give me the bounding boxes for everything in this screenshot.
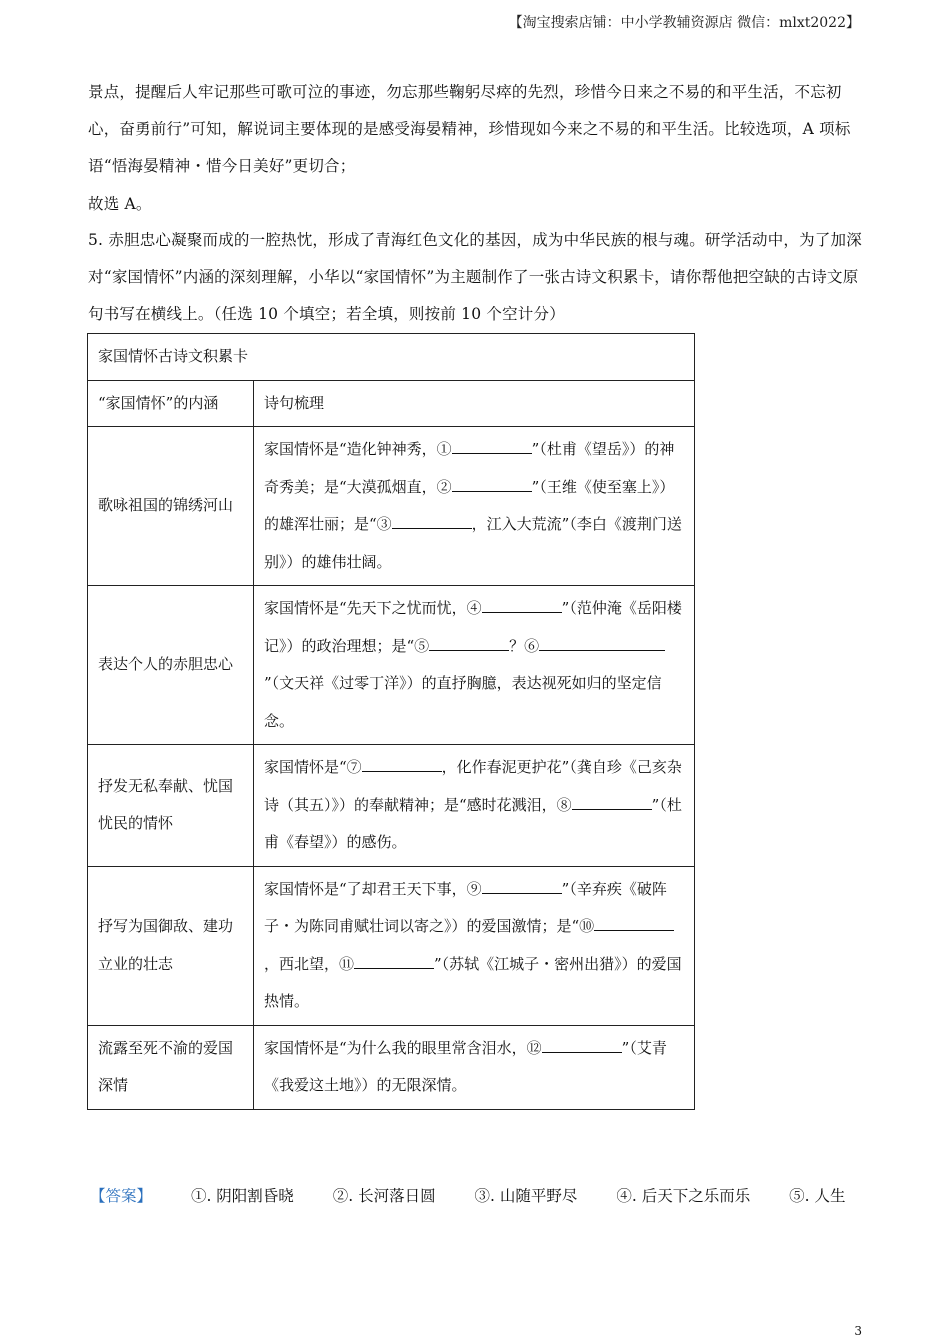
blank-line-1[interactable] xyxy=(452,435,532,454)
answer-item: ④. 后天下之乐而乐 xyxy=(616,1187,751,1205)
page-number: 3 xyxy=(854,1324,862,1338)
text-segment: ，西北望，⑪ xyxy=(264,954,355,973)
answer-item: ②. 长河落日圆 xyxy=(332,1187,436,1205)
blank-line-12[interactable] xyxy=(542,1034,622,1053)
table-row xyxy=(88,586,695,745)
blank-line-2[interactable] xyxy=(452,473,532,492)
row-label: 表达个人的赤胆忠心 xyxy=(88,586,254,745)
table-row xyxy=(88,1025,695,1109)
row-label: 流露至死不渝的爱国深情 xyxy=(88,1025,254,1109)
text-segment: 家国情怀是“先天下之忧而忧，④ xyxy=(264,599,482,617)
col-header-connotation: “家国情怀”的内涵 xyxy=(88,380,254,427)
text-segment: 家国情怀是“了却君王天下事，⑨ xyxy=(264,879,482,898)
text-segment: ”（艾青《我爱这土地》）的无限深情。 xyxy=(264,1038,667,1094)
blank-line-4[interactable] xyxy=(482,594,562,613)
blank-line-5[interactable] xyxy=(429,632,509,651)
card-title-row xyxy=(88,334,695,381)
blank-line-8[interactable] xyxy=(572,791,652,810)
text-segment: ？⑥ xyxy=(509,636,540,655)
table-row xyxy=(88,866,695,1025)
text-segment: ”（苏轼《江城子・密州出猎》）的爱国热情。 xyxy=(264,954,682,1010)
row-label: 歌咏祖国的锦绣河山 xyxy=(88,427,254,586)
paragraph-explanation: 景点，提醒后人牢记那些可歌可泣的事迹，勿忘那些鞠躬尽瘁的先烈，珍惜今日来之不易的和平生活，不忘初心，奋勇前行”可知，解说词主要体现的是感受海晏精神，珍惜现如今来之不易的和平生活。比较选项，A 项标语“悟海晏精神・惜今日美好”更切合； xyxy=(88,83,851,175)
row-content xyxy=(254,1025,695,1109)
poetry-accumulation-card xyxy=(87,333,695,1110)
answer-item: ③. 山随平野尽 xyxy=(474,1187,578,1205)
card-header-row xyxy=(88,380,695,427)
page-header: 【淘宝搜索店铺：中小学教辅资源店 微信：mlxt2022】 xyxy=(508,15,860,31)
text-segment: ”（王维《使至塞上》）的雄浑壮丽；是“③ xyxy=(264,477,675,533)
text-segment: ”（范仲淹《岳阳楼记》）的政治理想；是“⑤ xyxy=(264,599,682,655)
blank-line-9[interactable] xyxy=(482,875,562,894)
blank-line-7[interactable] xyxy=(362,753,442,772)
table-row xyxy=(88,745,695,867)
answer-tag: 【答案】 xyxy=(90,1187,153,1205)
col-header-poems: 诗句梳理 xyxy=(254,380,695,427)
answer-section xyxy=(90,1184,890,1206)
text-segment: 家国情怀是“为什么我的眼里常含泪水，⑫ xyxy=(264,1038,542,1057)
question-5-prompt: 5. 赤胆忠心凝聚而成的一腔热忱，形成了青海红色文化的基因，成为中华民族的根与魂。研学活动中，为了加深对“家国情怀”内涵的深刻理解，小华以“家国情怀”为主题制作了一张古诗文积累卡，请你帮他把空缺的古诗文原句书写在横线上。（任选 10 个填空；若全填，则按前 10 个空计分） xyxy=(88,231,862,323)
answer-item: ①. 阴阳割昏晓 xyxy=(190,1187,294,1205)
blank-line-11[interactable] xyxy=(354,950,434,969)
text-segment: 家国情怀是“⑦ xyxy=(264,758,362,776)
paragraph-choice: 故选 A。 xyxy=(88,195,152,213)
table-row xyxy=(88,427,695,586)
text-segment: ”（辛弃疾《破阵子・为陈同甫赋壮词以寄之》）的爱国激情；是“⑩ xyxy=(264,879,667,935)
card-title: 家国情怀古诗文积累卡 xyxy=(88,334,695,381)
answer-item: ⑤. 人生 xyxy=(789,1187,846,1205)
row-label: 抒发无私奉献、忧国忧民的情怀 xyxy=(88,745,254,867)
blank-line-10[interactable] xyxy=(594,912,674,931)
text-segment: 家国情怀是“造化钟神秀，① xyxy=(264,440,452,458)
text-segment: ”（杜甫《望岳》）的神奇秀美；是“大漠孤烟直，② xyxy=(264,440,675,496)
row-content xyxy=(254,866,695,1025)
row-content xyxy=(254,745,695,867)
text-segment: ，化作春泥更护花”（龚自珍《己亥杂诗（其五）》）的奉献精神；是“感时花溅泪，⑧ xyxy=(264,758,682,814)
text-segment: ”（文天祥《过零丁洋》）的直抒胸臆，表达视死如归的坚定信念。 xyxy=(264,674,662,730)
blank-line-6[interactable] xyxy=(539,632,665,651)
row-content xyxy=(254,427,695,586)
blank-line-3[interactable] xyxy=(392,510,472,529)
text-segment: ，江入大荒流”（李白《渡荆门送别》）的雄伟壮阔。 xyxy=(264,515,682,571)
row-content xyxy=(254,586,695,745)
row-label: 抒写为国御敌、建功立业的壮志 xyxy=(88,866,254,1025)
text-segment: ”（杜甫《春望》）的感伤。 xyxy=(264,795,682,851)
